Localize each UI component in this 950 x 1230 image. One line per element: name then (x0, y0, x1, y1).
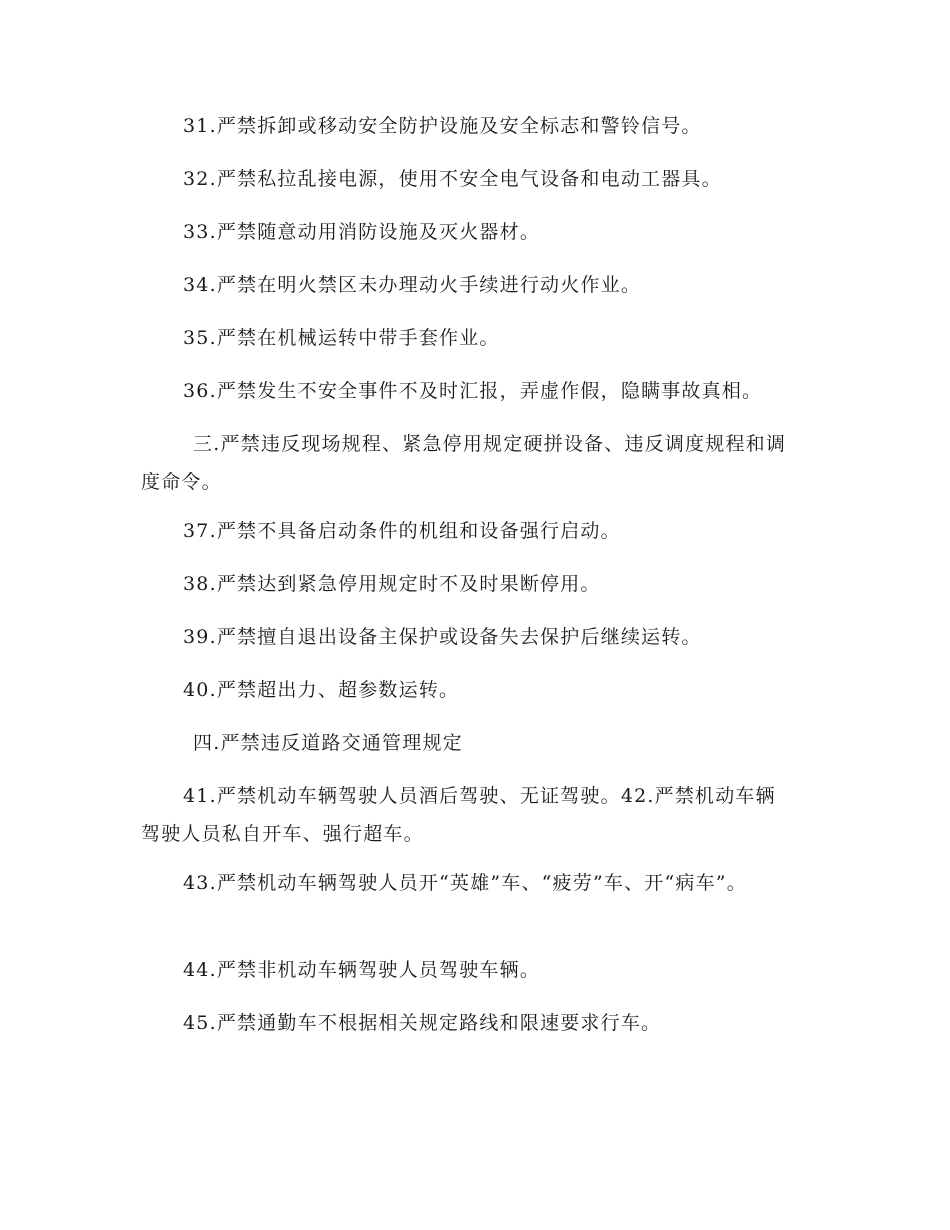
section-4-heading: 四.严禁违反道路交通管理规定 (193, 732, 463, 754)
rule-33: 33.严禁随意动用消防设施及灭火器材。 (183, 221, 541, 243)
rule-38: 38.严禁达到紧急停用规定时不及时果断停用。 (183, 573, 601, 595)
rule-32: 32.严禁私拉乱接电源，使用不安全电气设备和电动工器具。 (183, 168, 722, 190)
rule-35: 35.严禁在机械运转中带手套作业。 (183, 327, 500, 349)
rule-39: 39.严禁擅自退出设备主保护或设备失去保护后继续运转。 (183, 626, 702, 648)
rule-31: 31.严禁拆卸或移动安全防护设施及安全标志和警铃信号。 (183, 115, 702, 137)
rule-37: 37.严禁不具备启动条件的机组和设备强行启动。 (183, 520, 621, 542)
rule-40: 40.严禁超出力、超参数运转。 (183, 679, 460, 701)
rule-44: 44.严禁非机动车辆驾驶人员驾驶车辆。 (183, 959, 541, 981)
rule-41-42: 41.严禁机动车辆驾驶人员酒后驾驶、无证驾驶。42.严禁机动车辆驾驶人员私自开车、强行超车。 (141, 785, 776, 845)
section-3-heading: 三.严禁违反现场规程、紧急停用规定硬拼设备、违反调度规程和调度命令。 (141, 433, 787, 493)
rule-36: 36.严禁发生不安全事件不及时汇报，弄虚作假，隐瞒事故真相。 (183, 380, 763, 402)
rule-43: 43.严禁机动车辆驾驶人员开“英雄”车、“疲劳”车、开“病车”。 (183, 872, 747, 894)
rule-45: 45.严禁通勤车不根据相关规定路线和限速要求行车。 (183, 1012, 662, 1034)
rule-34: 34.严禁在明火禁区未办理动火手续进行动火作业。 (183, 274, 642, 296)
